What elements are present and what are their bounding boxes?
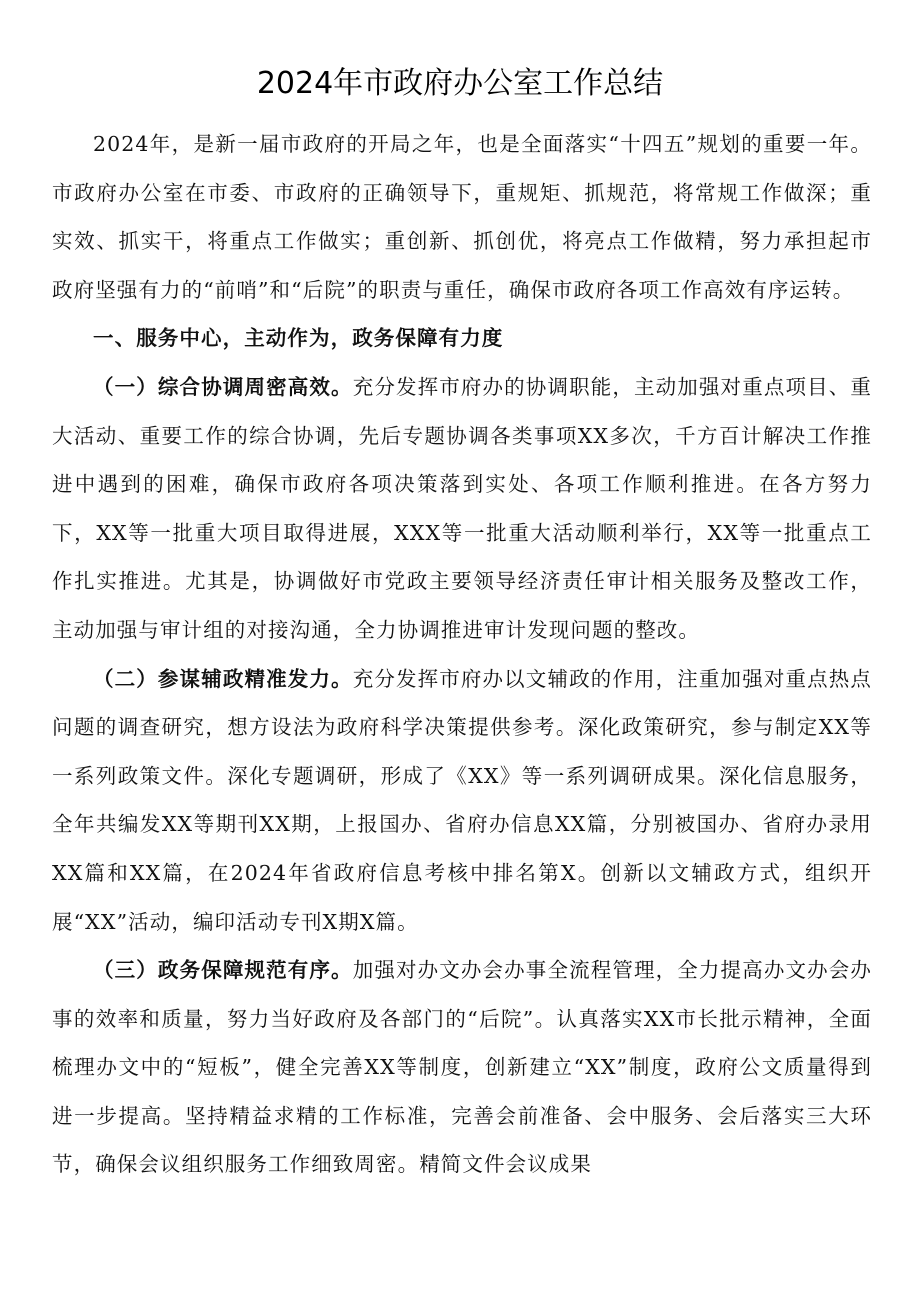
document-body [52,120,872,1189]
paragraph-lead: （一）综合协调周密高效。 [93,374,353,399]
intro-paragraph: 2024年，是新一届市政府的开局之年，也是全面落实“十四五”规划的重要一年。市政府办公室在市委、市政府的正确领导下，重规矩、抓规范，将常规工作做深；重实效、抓实干，将重点工作做实；重创新、抓创优，将亮点工作做精，努力承担起市政府坚强有力的“前哨”和“后院”的职责与重任，确保市政府各项工作高效有序运转。 [52,132,872,302]
paragraph-lead: （二）参谋辅政精准发力。 [93,666,353,691]
body-paragraph [52,655,872,947]
body-paragraph [52,363,872,655]
section-heading: 一、服务中心，主动作为，政务保障有力度 [93,326,504,351]
paragraph-text: 加强对办文办会办事全流程管理，全力提高办文办会办事的效率和质量，努力当好政府及各部门的“后院”。认真落实XX市长批示精神，全面梳理办文中的“短板”，健全完善XX等制度，创新建立“XX”制度，政府公文质量得到进一步提高。坚持精益求精的工作标准，完善会前准备、会中服务、会后落实三大环节，确保会议组织服务工作细致周密。精简文件会议成果 [52,958,872,1177]
paragraph-text: 充分发挥市府办的协调职能，主动加强对重点项目、重大活动、重要工作的综合协调，先后专题协调各类事项XX多次，千方百计解决工作推进中遇到的困难，确保市政府各项决策落到实处、各项工作顺利推进。在各方努力下，XX等一批重大项目取得进展，XXX等一批重大活动顺利举行，XX等一批重点工作扎实推进。尤其是，协调做好市党政主要领导经济责任审计相关服务及整改工作，主动加强与审计组的对接沟通，全力协调推进审计发现问题的整改。 [52,374,872,642]
paragraph-lead: （三）政务保障规范有序。 [93,958,353,983]
body-paragraph [52,946,872,1189]
paragraph-text: 充分发挥市府办以文辅政的作用，注重加强对重点热点问题的调查研究，想方设法为政府科学决策提供参考。深化政策研究，参与制定XX等一系列政策文件。深化专题调研，形成了《XX》等一系列调研成果。深化信息服务，全年共编发XX等期刊XX期，上报国办、省府办信息XX篇，分别被国办、省府办录用XX篇和XX篇，在2024年省政府信息考核中排名第X。创新以文辅政方式，组织开展“XX”活动，编印活动专刊X期X篇。 [52,666,872,934]
document-title: 2024年市政府办公室工作总结 [256,66,664,101]
